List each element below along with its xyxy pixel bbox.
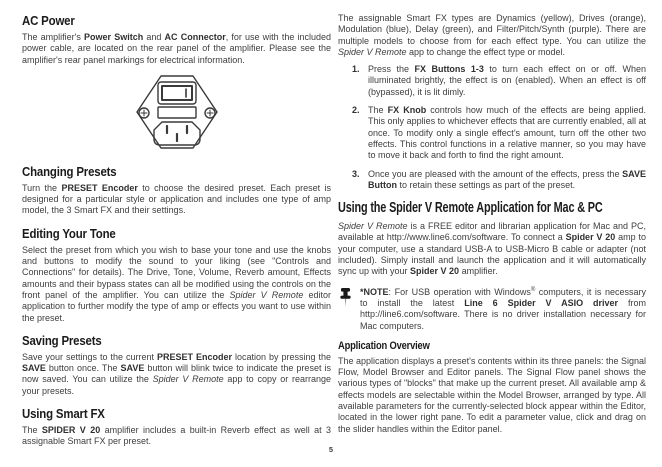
text-run: , for use with the included power cable, are located on the rear panel of the amplifier. Please see the amplifier's rear panel markings for electrical information.	[22, 32, 332, 65]
text-run: Turn the	[22, 182, 62, 193]
list-item-number: 2.	[352, 105, 360, 116]
text-run: Spider V Remote	[338, 46, 407, 57]
list-item	[338, 64, 646, 98]
heading-using-the-spider-v-remote-application-for-mac-pc: Using the Spider V Remote Application for Mac & PC	[338, 200, 603, 217]
page-number: 5	[328, 445, 334, 454]
paragraph	[22, 245, 331, 324]
text-run: amplifier includes a built-in Reverb effect as well at 3 assignable Smart FX per preset.	[22, 425, 331, 447]
text-run: controls how much of the effects are being applied. This only applies to whichever effects that are currently enabled, all at once. To modify only a single effect's amount, turn off the other two effects. This control functions in a relative manner, so you may have to move it back and forth to find the right amount.	[368, 105, 646, 161]
text-run: Select the preset from which you wish to base your tone and use the knobs and buttons to modify the sound to your liking (see "Controls and Connections" for details). The Drive, Tone, Volume, Reverb amount, Effects amounts and their bypass states can all be modified using the controls on the front panel of the amplifier. You can utilize the	[22, 244, 331, 300]
text-run: app to copy or rearrange your presets.	[22, 374, 331, 396]
text-run: computers, it is necessary to install the latest	[360, 286, 646, 308]
heading-application-overview: Application Overview	[338, 339, 430, 352]
list-item-number: 3.	[352, 168, 360, 179]
heading-changing-presets: Changing Presets	[22, 163, 117, 179]
text-run: The application displays a preset's contents within its three panels: the Signal Flow, Model Browser and Editor panels. The Signal Flow panel shows the various types of "blocks" that make up the current preset. All available amp & effects models are selectable within the Model Browser, arranged by type. All available parameters for the currently-selected block appear within the Editor, located in the lower right pane. To edit a parameter value, click and drag on the slider handles within the Editor panel.	[338, 355, 646, 434]
text-run: Spider V Remote	[152, 374, 224, 385]
paragraph	[22, 352, 331, 397]
list-item	[338, 105, 646, 161]
text-run: is a FREE editor and librarian application for Mac and PC, available at http://www.line6.com/software. To connect a	[338, 221, 646, 243]
heading-saving-presets: Saving Presets	[22, 332, 102, 348]
text-run: : For USB operation with Windows	[388, 286, 531, 297]
text-run: Line 6 Spider V ASIO driver	[464, 297, 619, 308]
paragraph	[338, 221, 646, 277]
text-run: Press the	[368, 64, 415, 75]
text-run: and	[143, 32, 165, 42]
text-run: FX Knob	[387, 105, 427, 116]
list-item-number: 1.	[352, 64, 360, 75]
text-run: amplifier.	[459, 266, 498, 277]
text-run: PRESET Encoder	[61, 182, 138, 193]
power-switch-rocker	[162, 86, 192, 100]
paragraph	[338, 13, 646, 58]
list-item-text	[368, 169, 646, 192]
text-run: The	[368, 105, 388, 116]
text-run: SPIDER V 20	[41, 425, 101, 436]
list-item-text	[368, 105, 646, 161]
text-run: to turn each effect on or off. When illuminated brightly, the effect is on (enabled). When an effect is off (bypassed), it is lit dimly.	[368, 64, 646, 97]
right-column	[338, 13, 646, 437]
paragraph	[22, 183, 331, 217]
text-run: Spider V 20	[565, 232, 616, 243]
text-run: SAVE	[22, 363, 46, 374]
text-run: Spider V 20	[410, 266, 460, 277]
text-run: Save your settings to the current	[22, 351, 157, 362]
text-run: ®	[530, 286, 536, 293]
paragraph	[22, 32, 331, 66]
text-run: AC Connector	[164, 32, 226, 42]
text-run: PRESET Encoder	[156, 351, 232, 362]
left-column	[22, 13, 331, 450]
text-run: button once. The	[45, 363, 121, 374]
text-run: button will blink twice to indicate the preset is now saved. You can utilize the	[22, 363, 332, 385]
ac-power-inlet-diagram	[135, 74, 219, 150]
note-text	[360, 287, 646, 332]
text-run: The amplifier's	[22, 32, 85, 42]
ac-power-inlet-figure	[22, 74, 331, 155]
text-run: amp to your computer, use a standard USB-A to USB-Micro B cable or adapter (not included). Simply install and launch the application and it will automatically sync up with your	[338, 232, 647, 277]
heading-ac-power: AC Power	[22, 13, 75, 28]
text-run: Spider V Remote	[229, 289, 304, 300]
text-run: app to change the effect type or model.	[406, 46, 565, 57]
paragraph	[338, 356, 646, 435]
text-run: The	[22, 425, 42, 436]
text-run: *NOTE	[360, 286, 389, 297]
list-item-text	[368, 64, 646, 98]
text-run: The assignable Smart FX types are Dynamics (yellow), Drives (orange), Modulation (blue), Delay (green), and Filter/Pitch/Synth (purple). There are multiple models to choose from for each effect type. You can utilize the	[338, 13, 646, 46]
text-run: to choose the desired preset. Each preset is designed for a particular style or application and includes one type of amp model, the 3 Smart FX and their settings.	[22, 182, 331, 216]
heading-using-smart-fx: Using Smart FX	[22, 406, 105, 422]
heading-editing-your-tone: Editing Your Tone	[22, 225, 116, 241]
text-run: location by pressing the	[232, 351, 331, 362]
text-run: FX Buttons 1-3	[414, 64, 484, 75]
fuse-drawer	[158, 107, 196, 118]
list-item	[338, 169, 646, 192]
text-run: Power Switch	[84, 32, 144, 42]
text-run: Once you are pleased with the amount of the effects, press the	[368, 168, 623, 179]
text-run: SAVE Button	[368, 168, 646, 190]
text-run: editor application to further modify the type of amp or effects you want to use within the preset.	[22, 289, 331, 323]
text-run: from http://line6.com/software. There is no driver installation necessary for Mac computers.	[360, 297, 646, 331]
text-run: SAVE	[120, 363, 145, 374]
pushpin-icon	[339, 288, 352, 332]
text-run: Spider V Remote	[338, 221, 408, 232]
text-run: to retain these settings as part of the preset.	[397, 179, 576, 190]
note	[338, 287, 646, 332]
